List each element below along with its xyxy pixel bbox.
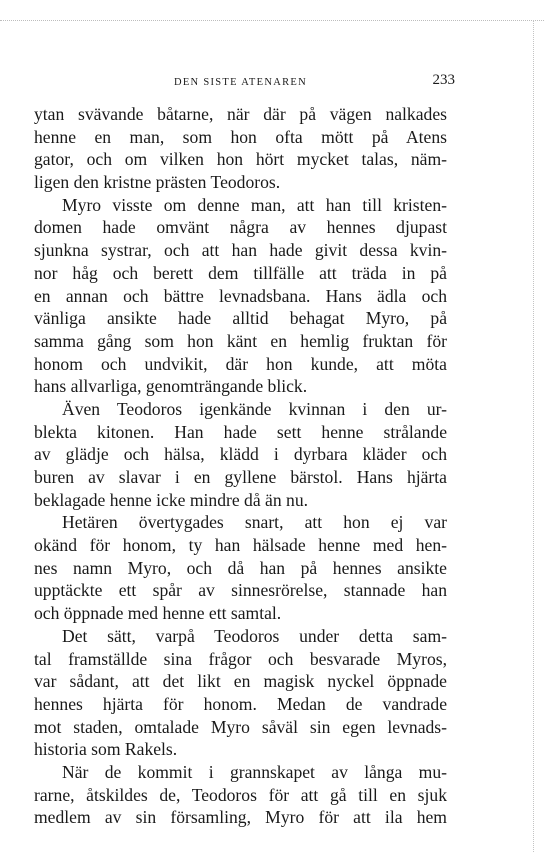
text-line: Myro visste om denne man, att han till kristen- — [62, 194, 447, 215]
text-line: rarne, åtskildes de, Teodoros för att gå till en sjuk — [34, 784, 447, 805]
text-line: honom och undvikit, där hon kunde, att möta — [34, 353, 447, 374]
text-line: Det sätt, varpå Teodoros under detta sam- — [62, 625, 447, 646]
text-line: hans allvarliga, genomträngande blick. — [34, 376, 308, 397]
text-line: tal framställde sina frågor och besvarade Myros, — [34, 648, 447, 669]
text-line: okänd för honom, ty han hälsade henne med hen- — [34, 535, 447, 556]
running-title: DEN SISTE ATENAREN — [173, 77, 308, 88]
text-line: Även Teodoros igenkände kvinnan i den ur- — [62, 398, 447, 419]
text-line: domen hade omvänt några av hennes djupast — [34, 217, 447, 238]
page-right-edge — [533, 20, 534, 852]
running-head — [34, 72, 455, 94]
text-line: ligen den kristne prästen Teodoros. — [34, 172, 281, 193]
text-line: ytan svävande båtarne, när där på vägen nalkades — [34, 104, 447, 124]
page-number: 233 — [432, 72, 455, 88]
text-line: sjunkna systrar, och att han hade givit dessa kvin- — [34, 240, 447, 261]
text-line: upptäckte ett spår av sinnesrörelse, stannade han — [34, 580, 447, 601]
text-line: medlem av sin församling, Myro för att ila hem — [34, 807, 447, 828]
text-line: beklagade henne icke mindre då än nu. — [34, 489, 309, 510]
body-text — [34, 103, 447, 829]
text-line: av glädje och hälsa, klädd i dyrbara kläder och — [34, 444, 447, 465]
text-line: Hetären övertygades snart, att hon ej var — [62, 512, 447, 533]
text-line: henne en man, som hon ofta mött på Atens — [34, 126, 447, 147]
text-line: historia som Rakels. — [34, 739, 178, 760]
page-top-edge — [0, 20, 544, 21]
text-line: buren av slavar i en gyllene bärstol. Hans hjärta — [34, 467, 447, 487]
text-line: mot staden, omtalade Myro såväl sin egen levnads- — [34, 716, 447, 737]
text-line: blekta kitonen. Han hade sett henne strålande — [34, 421, 447, 442]
text-line: och öppnade med henne ett samtal. — [34, 603, 282, 624]
text-line: en annan och bättre levnadsbana. Hans ädla och — [34, 285, 447, 306]
text-line: var sådant, att det likt en magisk nyckel öppnade — [34, 671, 447, 692]
text-line: hennes hjärta för honom. Medan de vandrade — [34, 693, 447, 714]
text-line: gator, och om vilken hon hört mycket talas, näm- — [34, 149, 447, 170]
text-line: När de kommit i grannskapet av långa mu- — [62, 761, 447, 782]
text-line: vänliga ansikte hade alltid behagat Myro, på — [34, 308, 447, 329]
text-line: samma gång som hon känt en hemlig fruktan för — [34, 330, 447, 351]
text-line: nor håg och berett dem tillfälle att träda in på — [34, 262, 447, 283]
text-line: nes namn Myro, och då han på hennes ansikte — [34, 557, 447, 578]
